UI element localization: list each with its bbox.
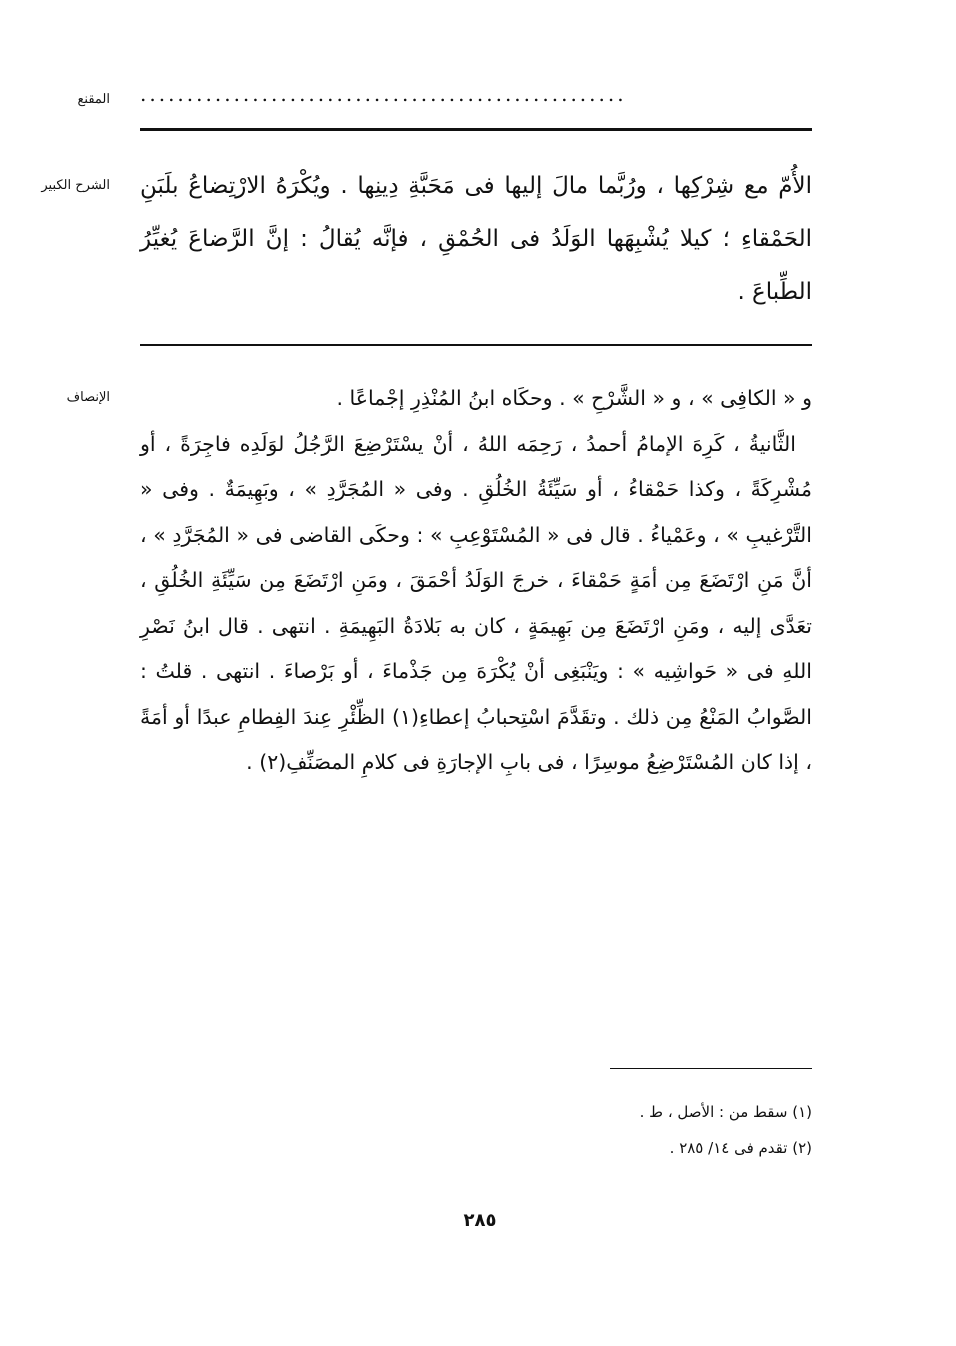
page-number: ٢٨٥ bbox=[463, 1210, 497, 1231]
side-label-insaf: الإنصاف bbox=[66, 390, 110, 405]
dotted-placeholder-line: .................................................... bbox=[140, 84, 627, 104]
footnote-divider bbox=[610, 1068, 812, 1069]
insaf-text bbox=[140, 376, 812, 786]
side-label-sharh: الشرح الكبير bbox=[41, 178, 110, 193]
footnotes bbox=[440, 1094, 812, 1166]
footnote-2: (٢) تقدم فى ١٤/ ٢٨٥ . bbox=[669, 1139, 812, 1157]
side-label-muqni: المقنع bbox=[77, 92, 110, 107]
insaf-paragraph-2: الثَّانيةُ ، كَرِهَ الإمامُ أحمدُ ، رَحِمَه اللهُ ، أنْ يسْتَرْضِعَ الرَّجُلُ لوَلَدِه فاجِرَةً ، أو مُشْرِكَةً ، وكذا حَمْقاءُ ، أو سَيِّئَةُ الخُلُقِ . وفى « المُجَرَّدِ » ، وبَهِيمَةٌ . وفى « التَّرْغيبِ » ، وعَمْياءُ . قال فى « المُسْتَوْعِبِ » : وحكَى القاضى فى « المُجَرَّدِ » ، أنَّ مَنِ ارْتَضَعَ مِن أمَةٍ حَمْقاءَ ، خرجَ الوَلَدُ أحْمَقَ ، ومَنِ ارْتَضَعَ مِن سَيِّئَةِ الخُلُقِ ، تعَدَّى إليه ، ومَنِ ارْتَضَعَ مِن بَهِيمَةٍ ، كان به بَلادَةُ البَهِيمَةِ . انتهى . قال ابنُ نَصْرِ اللهِ فى « حَواشِيه » : ويَنْبَغِى أنْ يُكْرَهَ مِن جَذْماءَ ، أو بَرْصاءَ . انتهى . قلتُ : الصَّوابُ المَنْعُ مِن ذلك . وتقَدَّمَ اسْتِحبابُ إعطاءِ(١) الظِّئْرِ عِندَ الفِطامِ عبدًا أو أمَةً ، إذا كان المُسْتَرْضِعُ موسِرًا ، فى بابِ الإجارَةِ فى كلامِ المصَنِّفِ(٢) . bbox=[140, 431, 812, 774]
section-divider bbox=[140, 344, 812, 346]
section-divider-thick bbox=[140, 128, 812, 131]
sharh-text: الأُمّ مع شِرْكِها ، ورُبَّما مالَ إليها فى مَحَبَّةِ دِينِها . ويُكْرَهُ الارْتِضاعُ بلَبَنِ الحَمْقاءِ ؛ كيلا يُشْبِهَها الوَلَدُ فى الحُمْقِ ، فإنَّه يُقالُ : إنَّ الرَّضاعَ يُغيِّرُ الطِّباعَ . bbox=[140, 173, 812, 305]
insaf-paragraph-1: و « الكافِى » ، و « الشَّرْحِ » . وحكَاه ابنُ المُنْذِرِ إجْماعًا . bbox=[336, 386, 812, 410]
footnote-1: (١) سقط من : الأصل ، ط . bbox=[639, 1103, 812, 1121]
